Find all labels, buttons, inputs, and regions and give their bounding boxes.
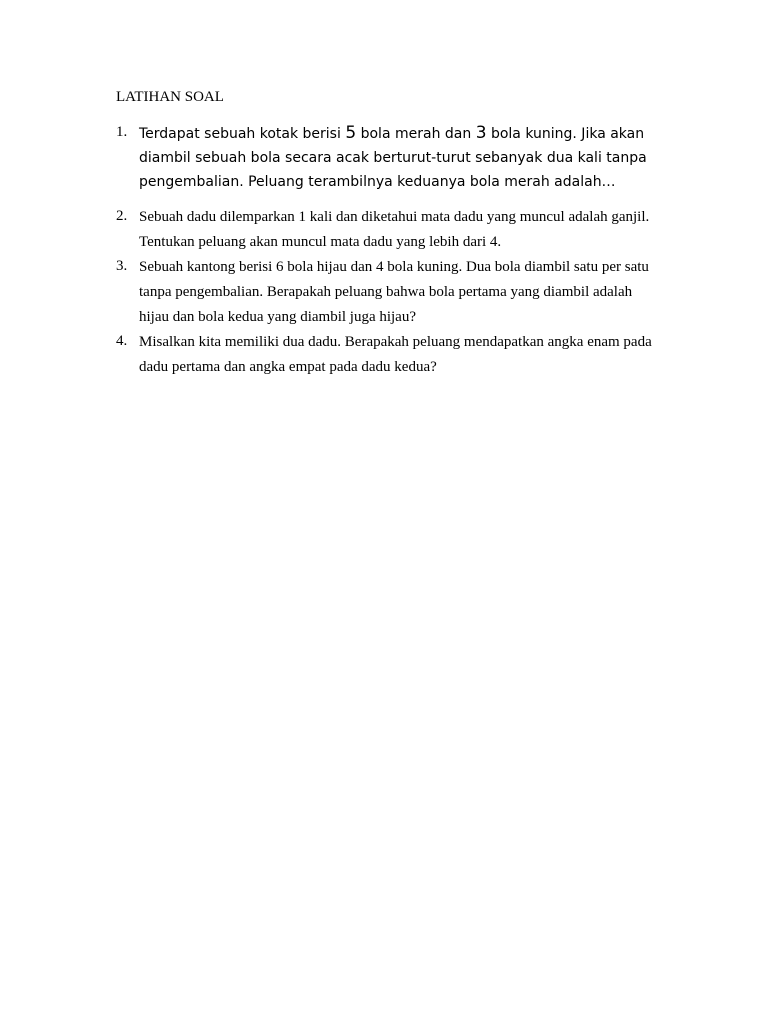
question-number: 4. — [116, 333, 128, 349]
question-text: Terdapat sebuah kotak berisi — [139, 126, 346, 142]
document-title: LATIHAN SOAL — [116, 89, 224, 105]
question-1-line-3: pengembalian. Peluang terambilnya keduanya bola merah adalah… — [139, 174, 616, 190]
question-3-line-3: hijau dan bola kedua yang diambil juga hijau? — [139, 309, 417, 325]
question-1-line-1 — [139, 124, 644, 143]
question-text: bola merah dan — [356, 126, 476, 142]
question-1-line-2: diambil sebuah bola secara acak berturut-turut sebanyak dua kali tanpa — [139, 150, 647, 166]
question-3-line-1: Sebuah kantong berisi 6 bola hijau dan 4 bola kuning. Dua bola diambil satu per satu — [139, 259, 649, 275]
question-number: 3. — [116, 258, 128, 274]
yellow-ball-count: 3 — [475, 123, 487, 143]
red-ball-count: 5 — [345, 123, 357, 143]
question-4-line-2: dadu pertama dan angka empat pada dadu kedua? — [139, 359, 437, 375]
question-text: bola kuning. Jika akan — [486, 126, 645, 142]
question-3-line-2: tanpa pengembalian. Berapakah peluang bahwa bola pertama yang diambil adalah — [139, 284, 633, 300]
question-number: 1. — [116, 124, 128, 140]
question-4-line-1: Misalkan kita memiliki dua dadu. Berapakah peluang mendapatkan angka enam pada — [139, 334, 652, 350]
question-2-line-1: Sebuah dadu dilemparkan 1 kali dan diketahui mata dadu yang muncul adalah ganjil. — [139, 209, 650, 225]
question-number: 2. — [116, 208, 128, 224]
question-2-line-2: Tentukan peluang akan muncul mata dadu yang lebih dari 4. — [139, 234, 502, 250]
